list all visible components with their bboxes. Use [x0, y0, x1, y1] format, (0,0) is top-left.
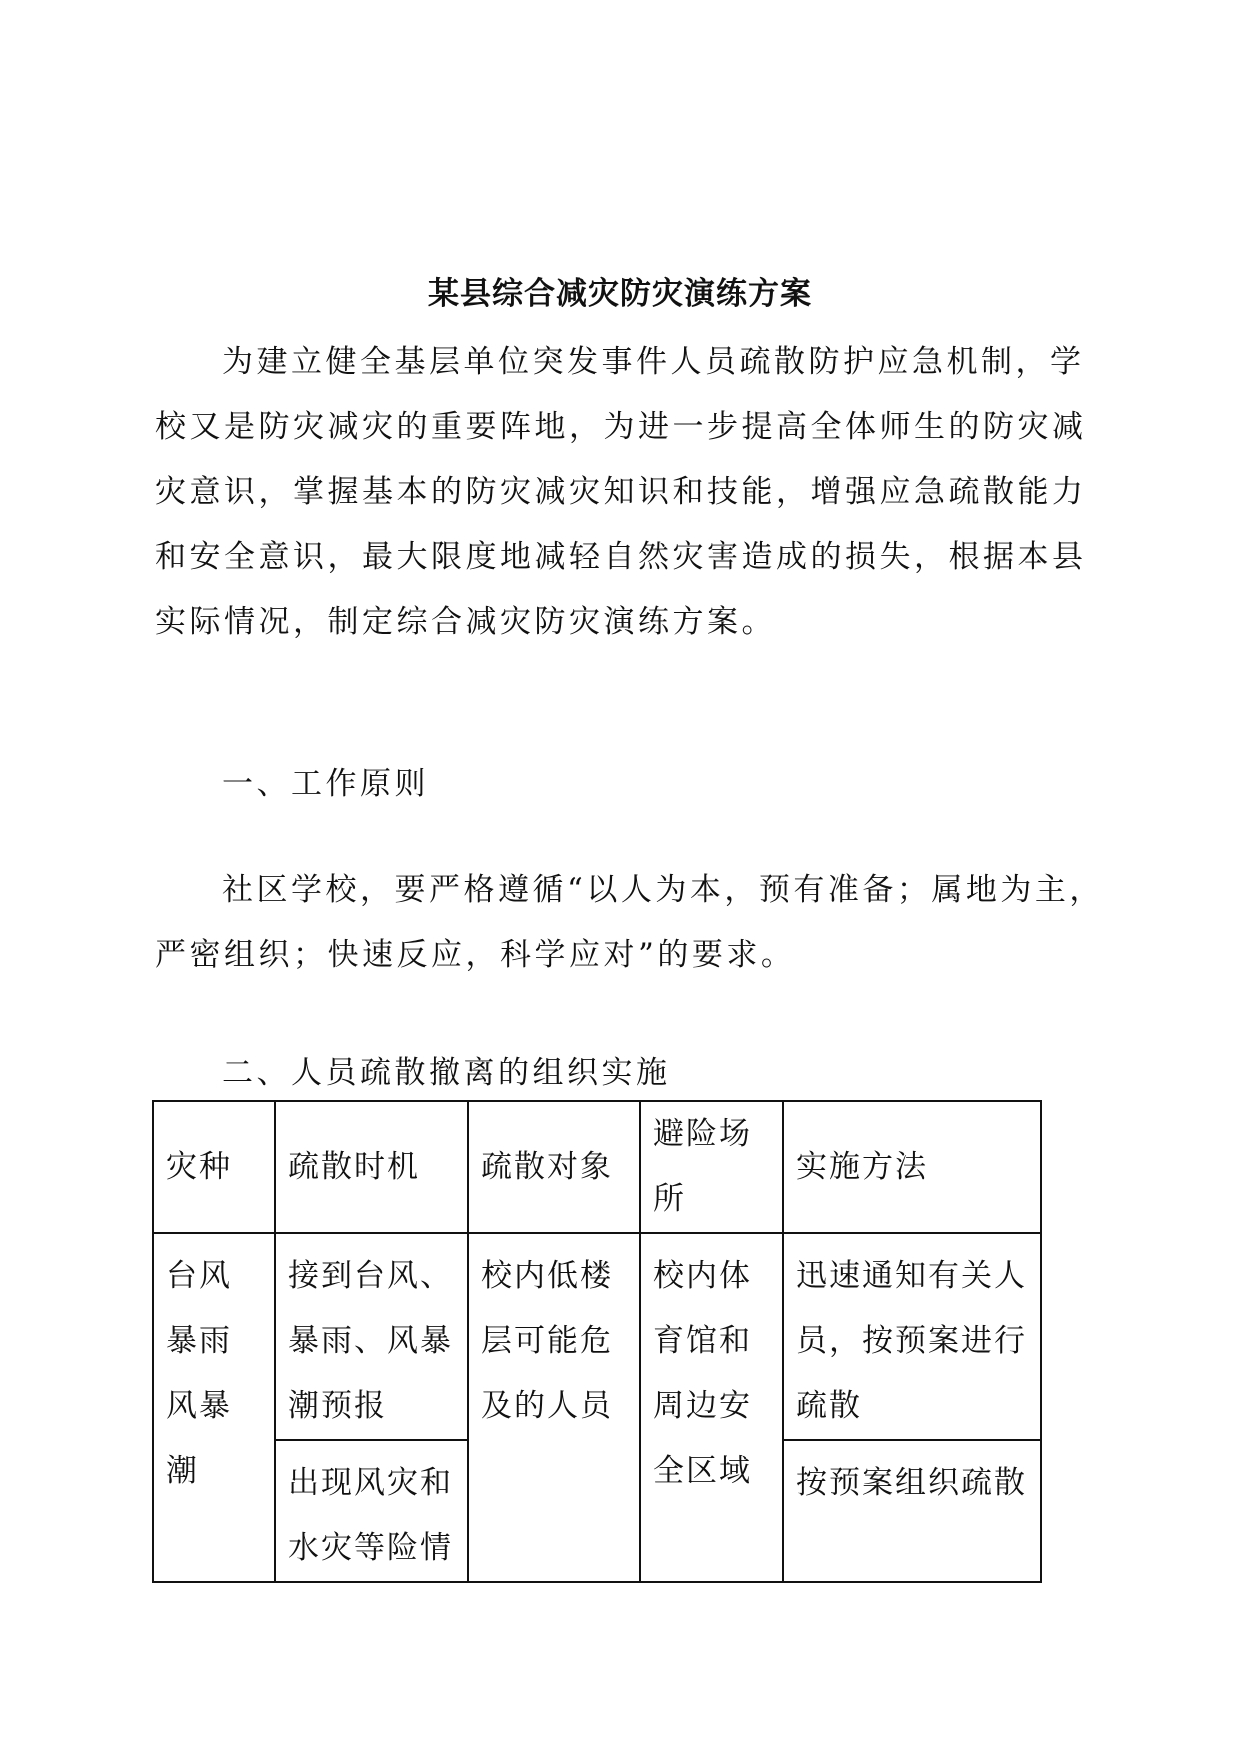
cell-timing-hazard — [275, 1440, 468, 1582]
principles-line: 严密组织；快速反应，科学应对”的要求。 — [155, 937, 796, 973]
cell-method-organize — [783, 1440, 1041, 1582]
principles-line: 社区学校，要严格遵循“以人为本，预有准备；属地为主， — [222, 872, 1104, 908]
cell-line: 校内低楼 — [481, 1258, 613, 1294]
intro-line: 和安全意识，最大限度地减轻自然灾害造成的损失，根据本县 — [155, 539, 1087, 575]
cell-line: 全区域 — [653, 1453, 752, 1489]
cell-line: 层可能危 — [481, 1323, 613, 1359]
evacuation-table — [152, 1100, 1042, 1583]
cell-line: 潮预报 — [288, 1388, 387, 1424]
cell-line: 疏散 — [796, 1388, 862, 1424]
cell-targets — [468, 1233, 640, 1582]
cell-method-notify — [783, 1233, 1041, 1440]
cell-line: 暴雨 — [166, 1323, 232, 1359]
intro-line: 实际情况，制定综合减灾防灾演练方案。 — [155, 604, 776, 640]
intro-line: 为建立健全基层单位突发事件人员疏散防护应急机制，学 — [222, 344, 1085, 380]
cell-line: 按预案组织疏散 — [796, 1465, 1027, 1501]
principles-paragraph — [155, 858, 1104, 988]
cell-line: 接到台风、 — [288, 1258, 453, 1294]
table-row — [153, 1233, 1041, 1440]
cell-line: 育馆和 — [653, 1323, 752, 1359]
cell-line: 水灾等险情 — [288, 1530, 453, 1566]
cell-disaster — [153, 1233, 275, 1582]
header-shelter-line: 避险场 — [653, 1116, 752, 1152]
header-shelter — [640, 1101, 783, 1233]
cell-line: 迅速通知有关人 — [796, 1258, 1027, 1294]
header-timing: 疏散时机 — [275, 1101, 468, 1233]
cell-timing-forecast — [275, 1233, 468, 1440]
cell-line: 员，按预案进行 — [796, 1323, 1027, 1359]
header-method: 实施方法 — [783, 1101, 1041, 1233]
cell-line: 暴雨、风暴 — [288, 1323, 453, 1359]
intro-line: 校又是防灾减灾的重要阵地，为进一步提高全体师生的防灾减 — [155, 409, 1087, 445]
header-shelter-line: 所 — [653, 1181, 686, 1217]
cell-line: 周边安 — [653, 1388, 752, 1424]
section-heading-principles: 一、工作原则 — [222, 766, 429, 802]
table-header-row — [153, 1101, 1041, 1233]
cell-line: 及的人员 — [481, 1388, 613, 1424]
section-heading-evacuation: 二、人员疏散撤离的组织实施 — [222, 1055, 671, 1091]
intro-line: 灾意识，掌握基本的防灾减灾知识和技能，增强应急疏散能力 — [155, 474, 1087, 510]
cell-line: 校内体 — [653, 1258, 752, 1294]
cell-line: 出现风灾和 — [288, 1465, 453, 1501]
header-targets: 疏散对象 — [468, 1101, 640, 1233]
cell-line: 台风 — [166, 1258, 232, 1294]
document-title: 某县综合减灾防灾演练方案 — [428, 276, 812, 312]
intro-paragraph — [155, 330, 1087, 655]
cell-shelter — [640, 1233, 783, 1582]
cell-line: 风暴潮 — [166, 1388, 232, 1489]
header-disaster: 灾种 — [153, 1101, 275, 1233]
